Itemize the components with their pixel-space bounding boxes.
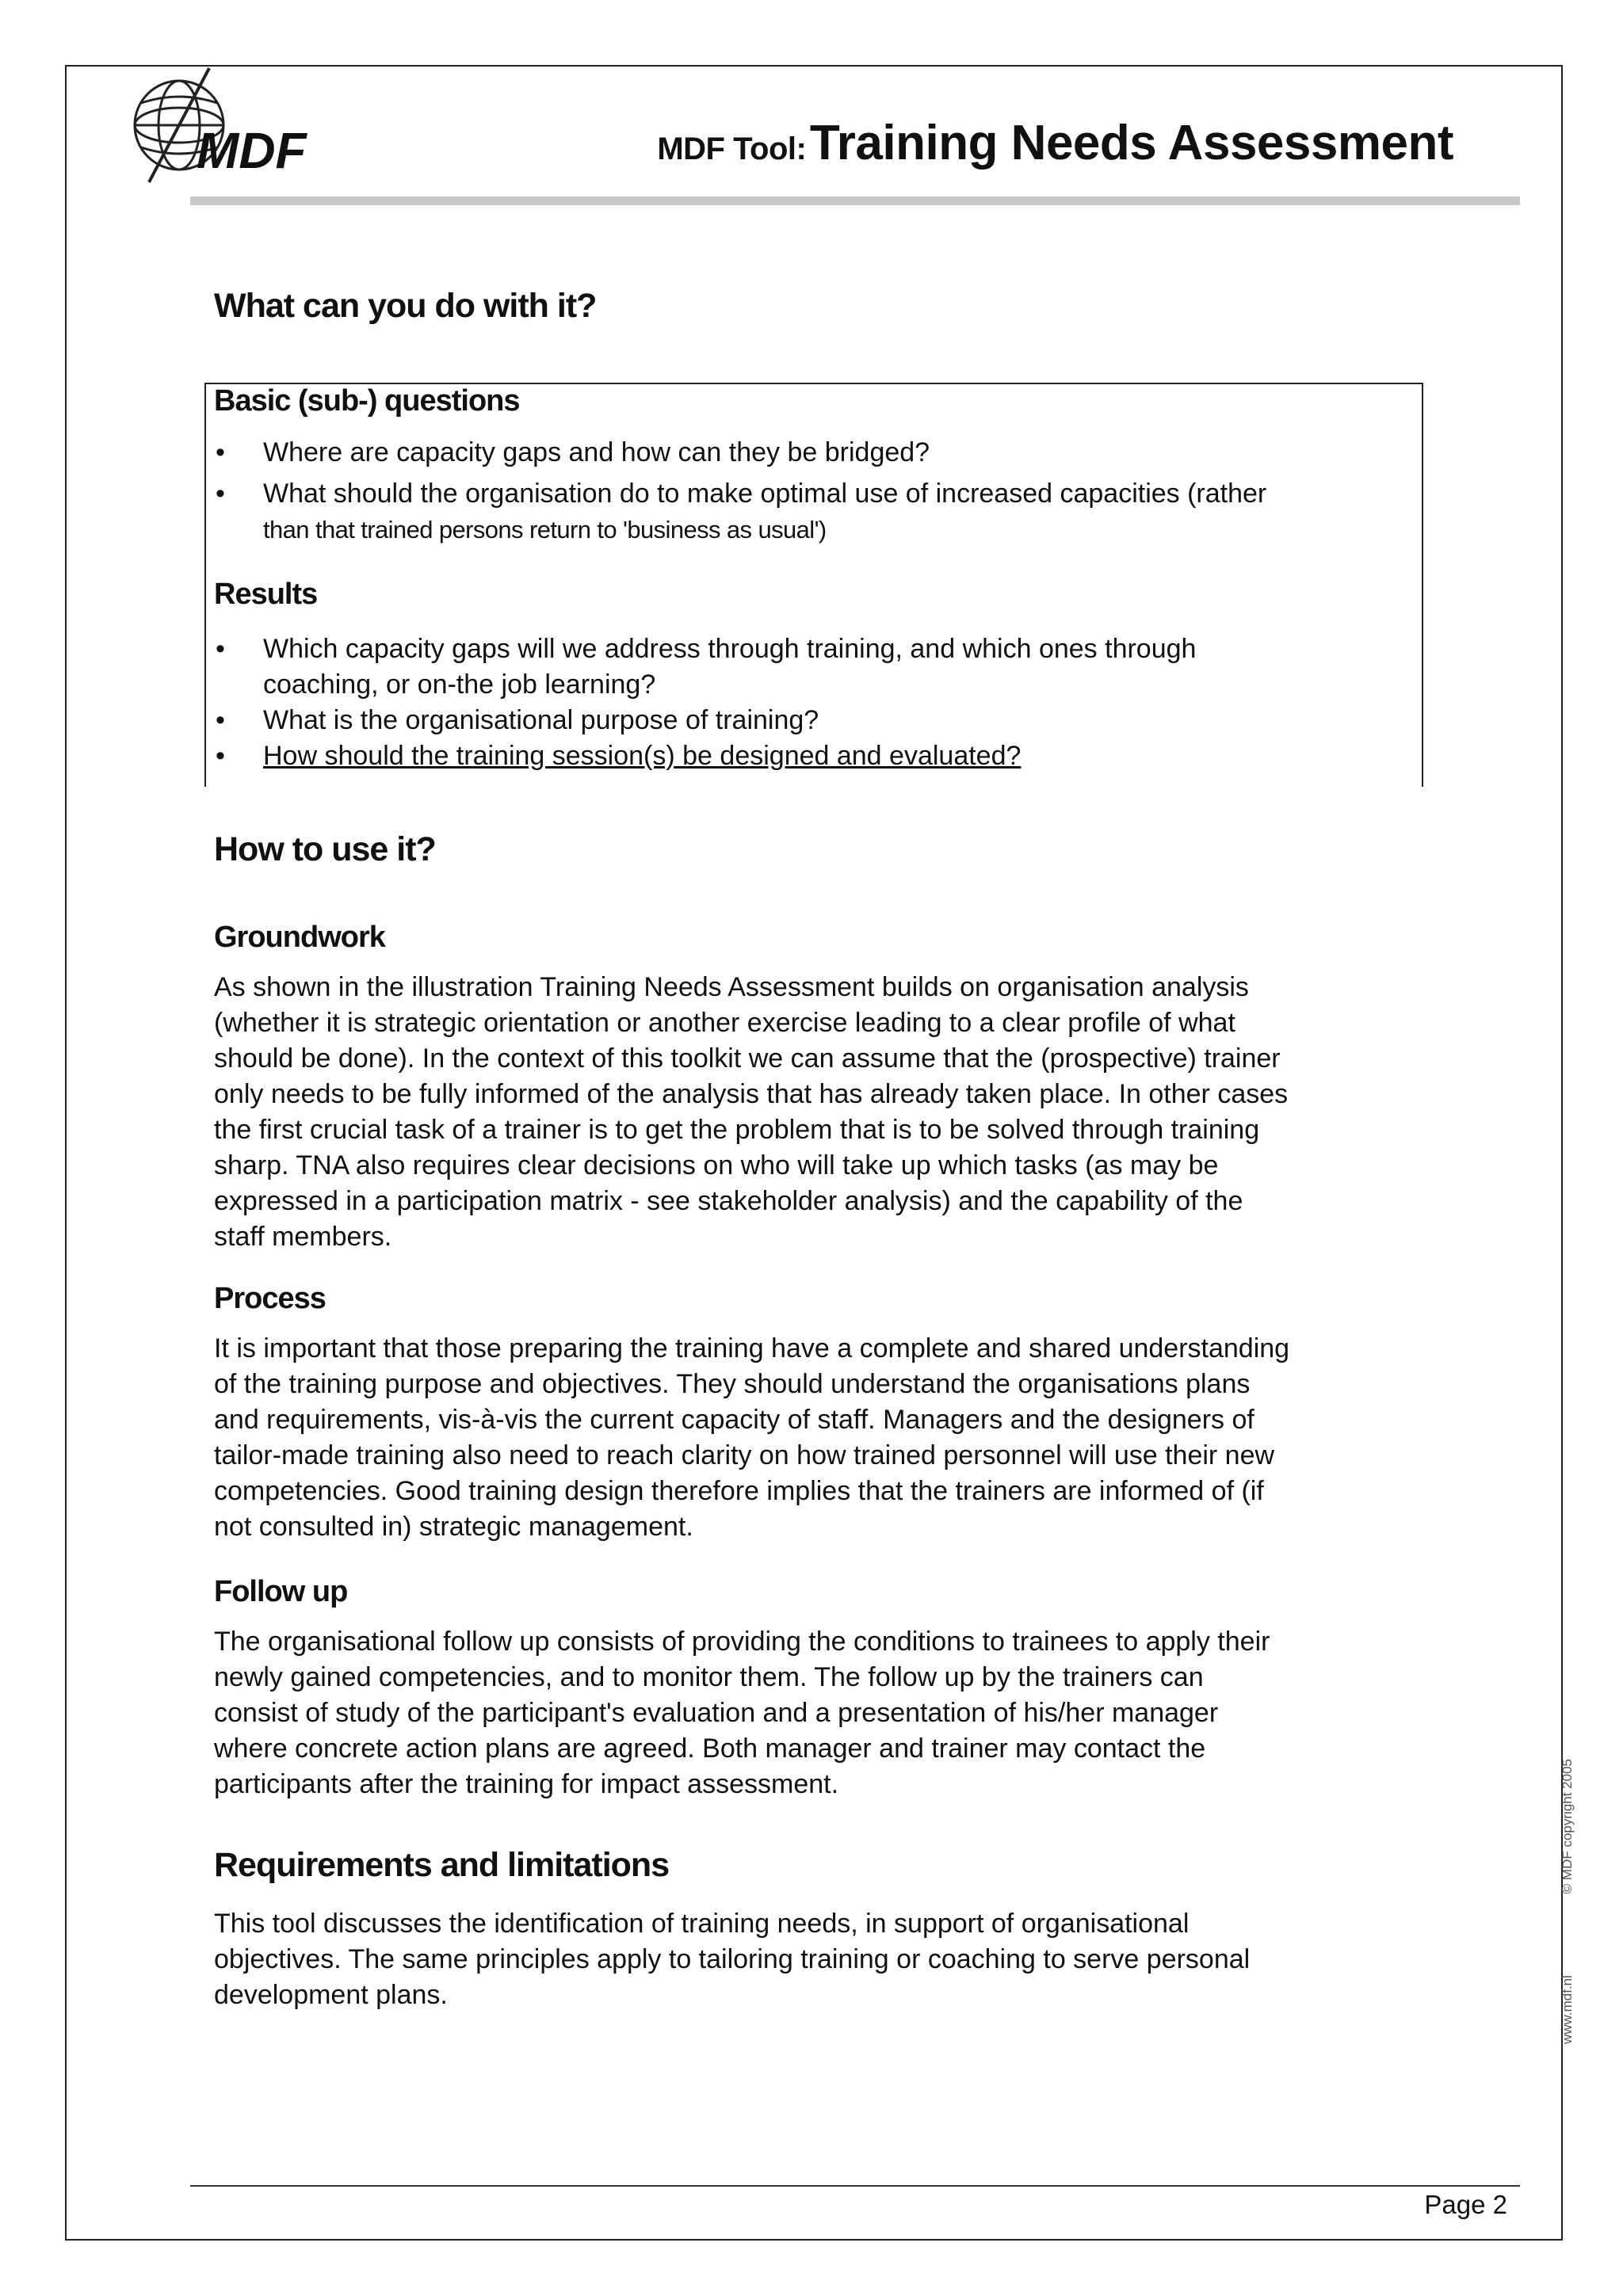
list-item-text-cont: coaching, or on-the job learning? xyxy=(263,669,656,700)
side-meta xyxy=(1560,1759,1575,2044)
list-item xyxy=(206,738,1395,774)
logo-text: MDF xyxy=(197,122,307,179)
paragraph-line: participants after the training for impact assessment. xyxy=(214,1769,839,1799)
heading-basic-questions: Basic (sub-) questions xyxy=(214,384,520,418)
list-item-text: What is the organisational purpose of training? xyxy=(263,705,819,735)
paragraph-line: of the training purpose and objectives. They should understand the organisations plans xyxy=(214,1369,1251,1399)
copyright-text: © MDF copyright 2005 xyxy=(1560,1759,1575,1894)
list-item-text: What should the organisation do to make optimal use of increased capacities (rather xyxy=(263,479,1267,509)
heading-what-can-you-do: What can you do with it? xyxy=(214,287,597,325)
header-rule xyxy=(190,196,1520,205)
paragraph-line: tailor-made training also need to reach clarity on how trained personnel will use their new xyxy=(214,1440,1275,1470)
paragraph-line: not consulted in) strategic management. xyxy=(214,1512,693,1542)
list-item xyxy=(206,476,1395,547)
process-paragraph xyxy=(214,1331,1355,1545)
page-number: Page 2 xyxy=(1424,2190,1507,2219)
footer-rule xyxy=(190,2185,1520,2187)
questions-list xyxy=(206,435,1395,547)
paragraph-line: should be done). In the context of this toolkit we can assume that the (prospective) trainer xyxy=(214,1043,1281,1074)
title-prefix: MDF Tool: xyxy=(657,132,807,166)
paragraph-line: only needs to be fully informed of the analysis that has already taken place. In other cases xyxy=(214,1079,1289,1109)
paragraph-line: It is important that those preparing the training have a complete and shared understanding xyxy=(214,1333,1290,1363)
heading-results: Results xyxy=(214,578,318,611)
bullet: • xyxy=(216,634,225,664)
list-item xyxy=(206,435,1395,471)
follow-up-paragraph xyxy=(214,1624,1355,1802)
list-item-text: Where are capacity gaps and how can they be bridged? xyxy=(263,437,930,467)
paragraph-line: development plans. xyxy=(214,1980,448,2010)
heading-requirements: Requirements and limitations xyxy=(214,1846,670,1884)
list-item xyxy=(206,631,1395,703)
bullet: • xyxy=(216,741,225,771)
paragraph-line: This tool discusses the identification of training needs, in support of organisational xyxy=(214,1909,1190,1939)
paragraph-line: competencies. Good training design therefore implies that the trainers are informed of (if xyxy=(214,1476,1264,1506)
website-text: www.mdf.nl xyxy=(1560,1975,1575,2044)
paragraph-line: objectives. The same principles apply to tailoring training or coaching to serve personal xyxy=(214,1944,1251,1974)
paragraph-line: As shown in the illustration Training Needs Assessment builds on organisation analysis xyxy=(214,972,1249,1002)
paragraph-line: The organisational follow up consists of providing the conditions to trainees to apply their xyxy=(214,1627,1270,1657)
list-item xyxy=(206,703,1395,738)
paragraph-line: the first crucial task of a trainer is to get the problem that is to be solved through training xyxy=(214,1115,1260,1145)
groundwork-paragraph xyxy=(214,970,1355,1255)
mdf-logo xyxy=(117,63,331,190)
document-title xyxy=(657,116,1453,170)
results-list xyxy=(206,631,1395,774)
paragraph-line: expressed in a participation matrix - see stakeholder analysis) and the capability of the xyxy=(214,1186,1243,1216)
heading-follow-up: Follow up xyxy=(214,1575,348,1608)
heading-process: Process xyxy=(214,1282,326,1315)
heading-groundwork: Groundwork xyxy=(214,921,385,954)
paragraph-line: consist of study of the participant's evaluation and a presentation of his/her manager xyxy=(214,1698,1219,1728)
paragraph-line: sharp. TNA also requires clear decisions on who will take up which tasks (as may be xyxy=(214,1150,1219,1180)
paragraph-line: (whether it is strategic orientation or another exercise leading to a clear profile of what xyxy=(214,1008,1235,1038)
paragraph-line: and requirements, vis-à-vis the current capacity of staff. Managers and the designers of xyxy=(214,1405,1254,1435)
bullet: • xyxy=(216,437,225,467)
list-item-text: How should the training session(s) be designed and evaluated? xyxy=(263,741,1022,771)
list-item-text-cont: than that trained persons return to 'business as usual') xyxy=(263,516,827,543)
bullet: • xyxy=(216,705,225,735)
requirements-paragraph xyxy=(214,1906,1355,2013)
paragraph-line: newly gained competencies, and to monitor them. The follow up by the trainers can xyxy=(214,1662,1204,1692)
paragraph-line: where concrete action plans are agreed. Both manager and trainer may contact the xyxy=(214,1733,1206,1764)
list-item-text: Which capacity gaps will we address through training, and which ones through xyxy=(263,634,1197,664)
heading-how-to-use: How to use it? xyxy=(214,830,436,868)
paragraph-line: staff members. xyxy=(214,1222,392,1252)
questions-results-box xyxy=(204,383,1423,787)
title-main: Training Needs Assessment xyxy=(809,116,1453,170)
bullet: • xyxy=(216,479,225,509)
